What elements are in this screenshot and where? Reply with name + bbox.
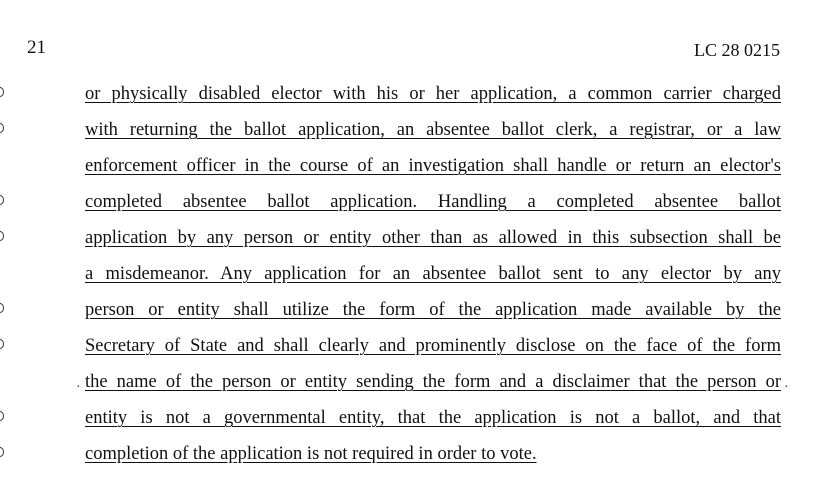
text-line-2: with returning the ballot application, an absentee ballot clerk, a registrar, or a law bbox=[85, 120, 781, 140]
line-mark-dot-left: · bbox=[76, 380, 81, 395]
text-line-11: completion of the application is not required in order to vote. bbox=[85, 444, 537, 464]
margin-marker bbox=[0, 87, 4, 97]
line-mark-dot-right: · bbox=[784, 380, 789, 395]
text-line-5: application by any person or entity other than as allowed in this subsection shall be bbox=[85, 228, 781, 248]
page-number: 21 bbox=[27, 37, 46, 58]
text-line-7: person or entity shall utilize the form of the application made available by the bbox=[85, 300, 781, 320]
margin-marker bbox=[0, 447, 4, 457]
left-margin-line-markers bbox=[0, 0, 8, 478]
text-line-10: entity is not a governmental entity, that the application is not a ballot, and that bbox=[85, 408, 781, 428]
text-line-4: completed absentee ballot application. Handling a completed absentee ballot bbox=[85, 192, 781, 212]
text-line-9: the name of the person or entity sending the form and a disclaimer that the person or bbox=[85, 372, 781, 392]
margin-marker bbox=[0, 303, 4, 313]
margin-marker bbox=[0, 411, 4, 421]
text-line-3: enforcement officer in the course of an investigation shall handle or return an elector's bbox=[85, 156, 781, 176]
text-line-6: a misdemeanor. Any application for an absentee ballot sent to any elector by any bbox=[85, 264, 781, 284]
document-id: LC 28 0215 bbox=[693, 40, 780, 60]
margin-marker bbox=[0, 339, 4, 349]
margin-marker bbox=[0, 195, 4, 205]
margin-marker bbox=[0, 231, 4, 241]
margin-marker bbox=[0, 123, 4, 133]
legislative-text-body bbox=[85, 82, 781, 478]
text-line-1: or physically disabled elector with his or her application, a common carrier charged bbox=[85, 84, 781, 104]
text-line-8: Secretary of State and shall clearly and prominently disclose on the face of the form bbox=[85, 336, 781, 356]
